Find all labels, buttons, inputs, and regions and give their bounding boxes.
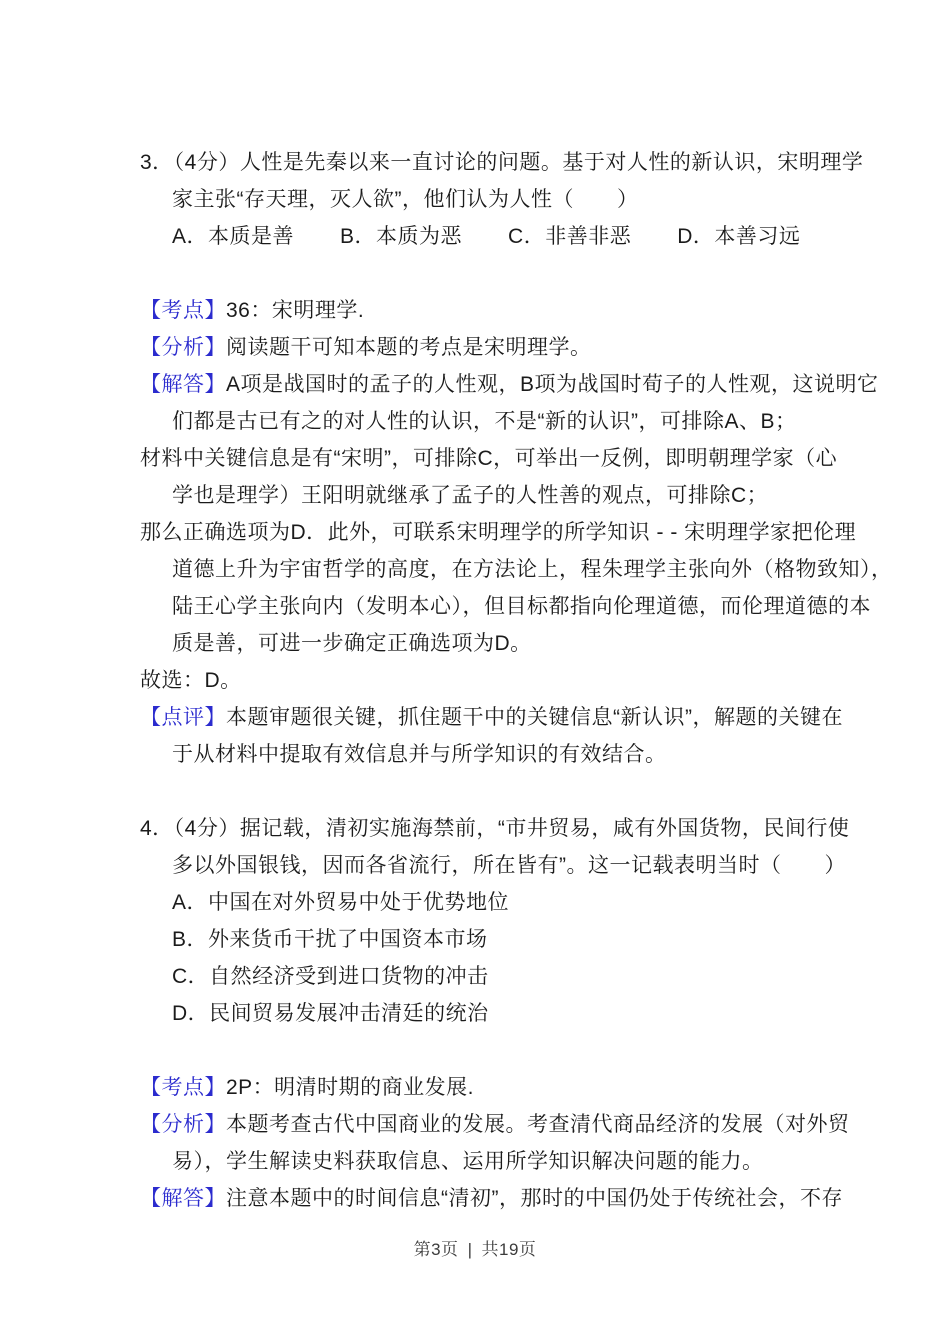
- question-4-option-b: [140, 921, 830, 958]
- text-segment: 4．（4分）据记载，清初实施海禁前，“市井贸易，咸有外国货物，民间行使: [140, 817, 850, 840]
- text-segment: 2P：明清时期的商业发展.: [226, 1076, 475, 1099]
- question-4-option-a: [140, 884, 830, 921]
- question-3-dianping-line-2: [140, 736, 830, 773]
- section-label: 【解答】: [140, 1187, 226, 1210]
- question-3-jieda-line-1: [140, 366, 879, 403]
- question-3-kaodian-line: [140, 292, 830, 329]
- text-segment: 故选：D。: [140, 669, 242, 692]
- question-3-stem-line-2: [140, 181, 830, 218]
- text-segment: C．自然经济受到进口货物的冲击: [172, 965, 489, 988]
- text-segment: D．民间贸易发展冲击清廷的统治: [172, 1002, 489, 1025]
- text-segment: 质是善，可进一步确定正确选项为D。: [172, 632, 532, 655]
- question-4-jieda-line-1: [140, 1180, 843, 1217]
- question-3-stem-line-1: [140, 144, 864, 181]
- text-segment: 道德上升为宇宙哲学的高度，在方法论上，程朱理学主张向外（格物致知），: [172, 558, 893, 581]
- text-segment: 们都是古已有之的对人性的认识，不是“新的认识”，可排除A、B；: [172, 410, 797, 433]
- option-item: B．本质为恶: [340, 225, 463, 248]
- question-3-jieda-line-4: [140, 477, 830, 514]
- question-3-jieda-line-7: [140, 588, 871, 625]
- text-segment: 那么正确选项为D．此外，可联系宋明理学的所学知识 - - 宋明理学家把伦理: [140, 521, 857, 544]
- text-segment: 材料中关键信息是有“宋明”，可排除C，可举出一反例，即明朝理学家（心: [140, 447, 838, 470]
- text-segment: A．中国在对外贸易中处于优势地位: [172, 891, 510, 914]
- section-label: 【考点】: [140, 1076, 226, 1099]
- question-4-stem-line-2: [140, 847, 846, 884]
- text-segment: 本题考查古代中国商业的发展。考查清代商品经济的发展（对外贸: [226, 1113, 850, 1136]
- question-4-kaodian-line: [140, 1069, 830, 1106]
- question-3-jieda-line-5: [140, 514, 857, 551]
- section-label: 【分析】: [140, 1113, 226, 1136]
- text-segment: 36：宋明理学.: [226, 299, 365, 322]
- page-footer: [0, 1238, 950, 1262]
- option-item: A．本质是善: [172, 225, 295, 248]
- section-label: 【解答】: [140, 373, 226, 396]
- text-segment: B．外来货币干扰了中国资本市场: [172, 928, 488, 951]
- section-label: 【点评】: [140, 706, 226, 729]
- question-3-dianping-line-1: [140, 699, 843, 736]
- footer-current-page: 第3页: [413, 1240, 459, 1259]
- question-3-answer-line: [140, 662, 830, 699]
- text-segment: 注意本题中的时间信息“清初”，那时的中国仍处于传统社会，不存: [226, 1187, 843, 1210]
- option-item: C．非善非恶: [508, 225, 632, 248]
- question-4-stem-line-1: [140, 810, 850, 847]
- blank-line: [140, 773, 830, 810]
- footer-total-pages: 共19页: [481, 1240, 537, 1259]
- text-segment: 阅读题干可知本题的考点是宋明理学。: [226, 336, 592, 359]
- section-label: 【分析】: [140, 336, 226, 359]
- section-label: 【考点】: [140, 299, 226, 322]
- text-segment: 家主张“存天理，灭人欲”，他们认为人性（ ）: [172, 188, 639, 211]
- text-segment: 本题审题很关键，抓住题干中的关键信息“新认识”，解题的关键在: [226, 706, 843, 729]
- blank-line: [140, 255, 830, 292]
- text-segment: 易），学生解读史料获取信息、运用所学知识解决问题的能力。: [172, 1150, 764, 1173]
- blank-line: [140, 1032, 830, 1069]
- question-3-jieda-line-3: [140, 440, 838, 477]
- question-3-jieda-line-6: [140, 551, 893, 588]
- question-4-fenxi-line-1: [140, 1106, 850, 1143]
- question-4-option-d: [140, 995, 830, 1032]
- question-4-fenxi-line-2: [140, 1143, 830, 1180]
- question-3-options-row: [140, 218, 830, 255]
- text-segment: A项是战国时的孟子的人性观，B项为战国时荀子的人性观，这说明它: [226, 373, 879, 396]
- option-item: D．本善习远: [677, 225, 801, 248]
- text-segment: 学也是理学）王阳明就继承了孟子的人性善的观点，可排除C；: [172, 484, 769, 507]
- text-segment: 陆王心学主张向内（发明本心），但目标都指向伦理道德，而伦理道德的本: [172, 595, 871, 618]
- text-segment: 多以外国银钱，因而各省流行，所在皆有”。这一记载表明当时（ ）: [172, 854, 846, 877]
- question-4-option-c: [140, 958, 830, 995]
- text-segment: 于从材料中提取有效信息并与所学知识的有效结合。: [172, 743, 667, 766]
- document-lines: [140, 144, 893, 1217]
- question-3-jieda-line-8: [140, 625, 830, 662]
- footer-separator: |: [467, 1240, 473, 1259]
- question-3-fenxi-line: [140, 329, 830, 366]
- question-3-jieda-line-2: [140, 403, 830, 440]
- text-segment: 3．（4分）人性是先秦以来一直讨论的问题。基于对人性的新认识，宋明理学: [140, 151, 864, 174]
